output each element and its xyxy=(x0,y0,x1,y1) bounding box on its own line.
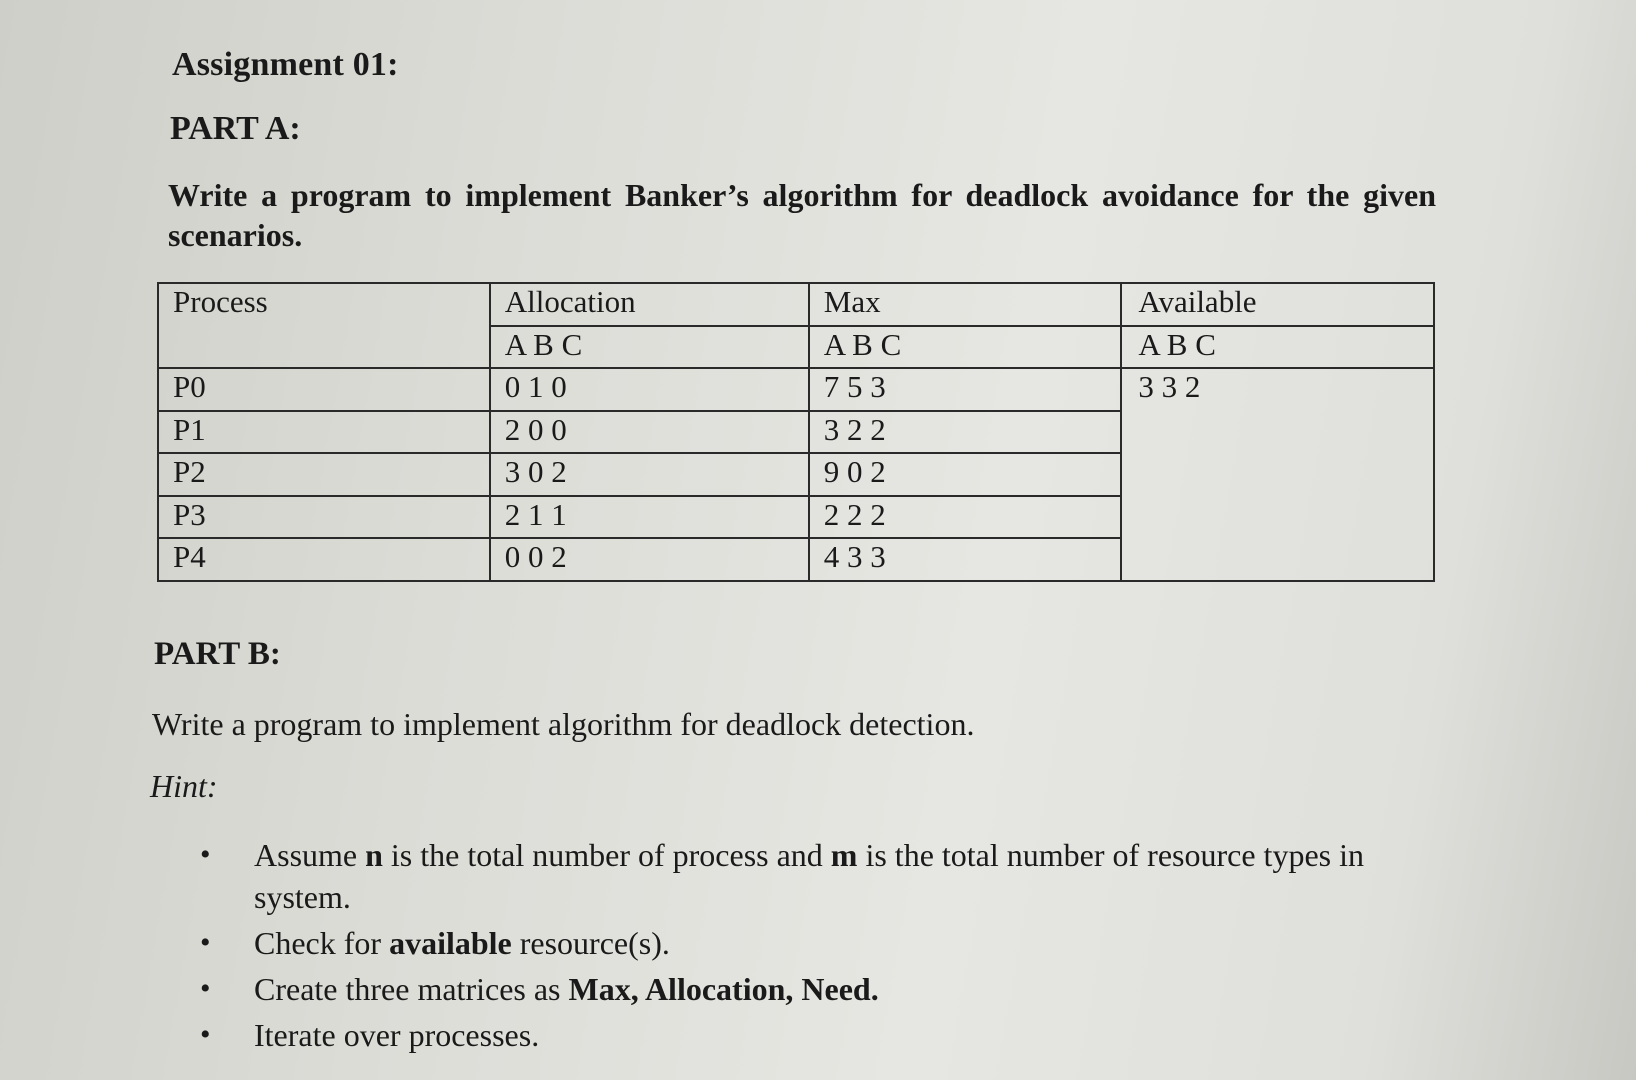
subheader-allocation: A B C xyxy=(490,326,809,369)
hint-label: Hint: xyxy=(150,768,218,804)
bankers-table xyxy=(157,282,1435,582)
table-header-row xyxy=(158,283,1434,326)
cell-process: P4 xyxy=(158,538,490,581)
bullet-icon: • xyxy=(200,972,211,1005)
part-b-heading: PART B: xyxy=(154,636,281,672)
header-process: Process xyxy=(158,283,490,368)
header-allocation: Allocation xyxy=(490,283,809,326)
cell-max: 9 0 2 xyxy=(809,453,1122,496)
cell-process: P1 xyxy=(158,411,490,454)
cell-allocation: 2 1 1 xyxy=(490,496,809,539)
list-item: • Iterate over processes. xyxy=(200,1014,1440,1056)
cell-process: P0 xyxy=(158,368,490,411)
part-b-description: Write a program to implement algorithm for deadlock detection. xyxy=(152,706,975,742)
cell-available: 3 3 2 xyxy=(1121,368,1434,581)
list-item: • Check for available resource(s). xyxy=(200,922,1440,964)
cell-max: 7 5 3 xyxy=(809,368,1122,411)
cell-process: P2 xyxy=(158,453,490,496)
bankers-table-container xyxy=(157,282,1435,582)
hint-list xyxy=(200,834,1440,1060)
cell-max: 3 2 2 xyxy=(809,411,1122,454)
list-item: • Create three matrices as Max, Allocation, Need. xyxy=(200,968,1440,1010)
bullet-icon: • xyxy=(200,838,211,871)
cell-allocation: 2 0 0 xyxy=(490,411,809,454)
header-max: Max xyxy=(809,283,1122,326)
subheader-max: A B C xyxy=(809,326,1122,369)
cell-max: 4 3 3 xyxy=(809,538,1122,581)
assignment-title: Assignment 01: xyxy=(172,46,399,83)
bullet-icon: • xyxy=(200,1018,211,1051)
table-row xyxy=(158,368,1434,411)
subheader-available: A B C xyxy=(1121,326,1434,369)
bullet-icon: • xyxy=(200,926,211,959)
cell-allocation: 0 1 0 xyxy=(490,368,809,411)
cell-max: 2 2 2 xyxy=(809,496,1122,539)
cell-allocation: 0 0 2 xyxy=(490,538,809,581)
cell-allocation: 3 0 2 xyxy=(490,453,809,496)
list-item: • Assume n is the total number of process and m is the total number of resource types in system. xyxy=(200,834,1440,918)
header-available: Available xyxy=(1121,283,1434,326)
part-a-heading: PART A: xyxy=(170,110,301,147)
part-a-description: Write a program to implement Banker’s algorithm for deadlock avoidance for the given scenarios. xyxy=(168,177,1436,253)
cell-process: P3 xyxy=(158,496,490,539)
